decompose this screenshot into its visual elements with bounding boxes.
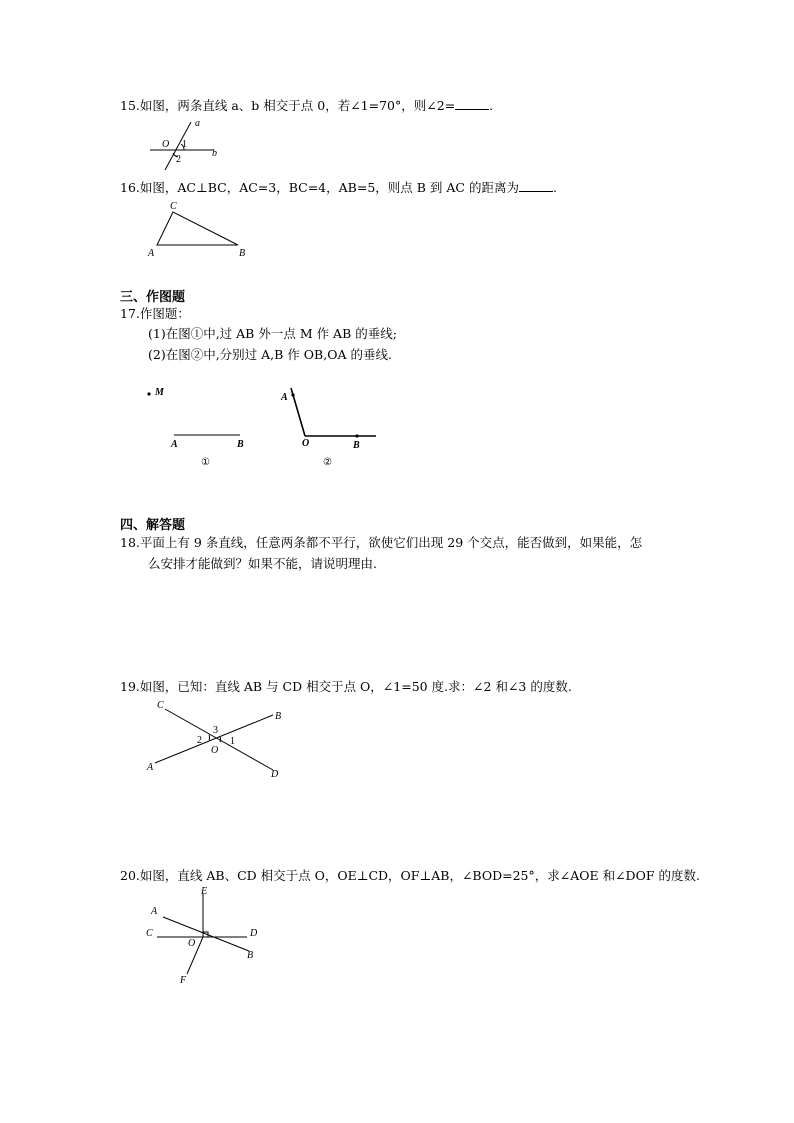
- q17-figure-1: [143, 385, 263, 468]
- q15-question: 15.如图，两条直线 a、b 相交于点 0，若∠1=70°，则∠2=: [120, 98, 456, 113]
- q19-text: 19.如图，已知：直线 AB 与 CD 相交于点 O，∠1=50 度.求：∠2 和∠3 的度数.: [120, 679, 572, 694]
- q19-label-d: D: [271, 769, 279, 780]
- q17-text: 17.作图题：: [120, 306, 190, 321]
- q19-label-3: 3: [213, 725, 218, 736]
- q16-triangle: [157, 212, 238, 245]
- q17-label-m: M: [155, 387, 164, 398]
- q19-label-o: O: [211, 745, 219, 756]
- q17-fig2-label-o: O: [302, 438, 310, 449]
- q20-label-o: O: [188, 938, 196, 949]
- q19-angle-arc-2: [220, 737, 221, 742]
- q20-label-f: F: [180, 975, 187, 986]
- q17-fig2-label-b: B: [353, 440, 360, 451]
- q17-point-b: [355, 434, 358, 437]
- q19-line-cd: [165, 709, 273, 770]
- q17-fig1-label-b: B: [237, 439, 244, 450]
- q20-label-e: E: [201, 886, 208, 897]
- q17-point-m: [147, 392, 150, 395]
- q20-label-a: A: [151, 906, 158, 917]
- q17-sub2: (2)在图②中,分别过 A,B 作 OB,OA 的垂线.: [148, 347, 392, 362]
- section-title-answers: 四、解答题: [120, 518, 186, 533]
- q19-label-b: B: [275, 711, 282, 722]
- q15-figure: [145, 112, 235, 172]
- q17-point-a: [291, 393, 294, 396]
- q15-label-b: b: [212, 148, 217, 159]
- q17-fig1-caption: ①: [201, 457, 210, 468]
- q16-label-a: A: [148, 248, 155, 259]
- q17-fig2-label-a: A: [281, 392, 288, 403]
- q19-label-2: 2: [197, 735, 202, 746]
- q15-label-2: 2: [176, 154, 181, 165]
- q15-tail: .: [489, 98, 494, 113]
- q19-label-a: A: [147, 762, 154, 773]
- q17-fig2-caption: ②: [323, 457, 332, 468]
- q19-angle-arc: [209, 735, 210, 740]
- q16-question: 16.如图，AC⊥BC，AC=3，BC=4，AB=5，则点 B 到 AC 的距离为: [120, 180, 519, 195]
- q16-answer-blank[interactable]: [519, 180, 553, 192]
- q16-tail: .: [552, 180, 557, 195]
- q16-text: [120, 180, 557, 196]
- q15-label-o: O: [162, 139, 170, 150]
- q20-text: 20.如图，直线 AB、CD 相交于点 O，OE⊥CD，OF⊥AB，∠BOD=25°，求∠AOE 和∠DOF 的度数.: [120, 868, 700, 883]
- q20-label-b: B: [247, 950, 254, 961]
- q17-fig1-label-a: A: [171, 439, 178, 450]
- q16-label-b: B: [239, 248, 246, 259]
- q15-label-a: a: [195, 118, 200, 129]
- q20-line-ab: [163, 917, 249, 951]
- q19-figure: [145, 700, 295, 780]
- q19-label-c: C: [157, 700, 164, 711]
- q15-label-1: 1: [182, 139, 187, 150]
- q15-answer-blank[interactable]: [455, 98, 489, 110]
- q17-figure-2: [278, 383, 388, 473]
- q19-label-1: 1: [230, 736, 235, 747]
- q17-sub1: (1)在图①中,过 AB 外一点 M 作 AB 的垂线;: [148, 326, 397, 341]
- q20-label-c: C: [146, 928, 153, 939]
- q20-label-d: D: [250, 928, 258, 939]
- q16-figure: [145, 200, 255, 260]
- q20-figure: [143, 888, 273, 988]
- q18-line1: 18.平面上有 9 条直线，任意两条都不平行，欲使它们出现 29 个交点，能否做到，如果能，怎: [120, 535, 643, 550]
- q18-line2: 么安排才能做到？如果不能，请说明理由.: [148, 556, 377, 571]
- q16-label-c: C: [170, 201, 177, 212]
- section-title-drawing: 三、作图题: [120, 290, 186, 305]
